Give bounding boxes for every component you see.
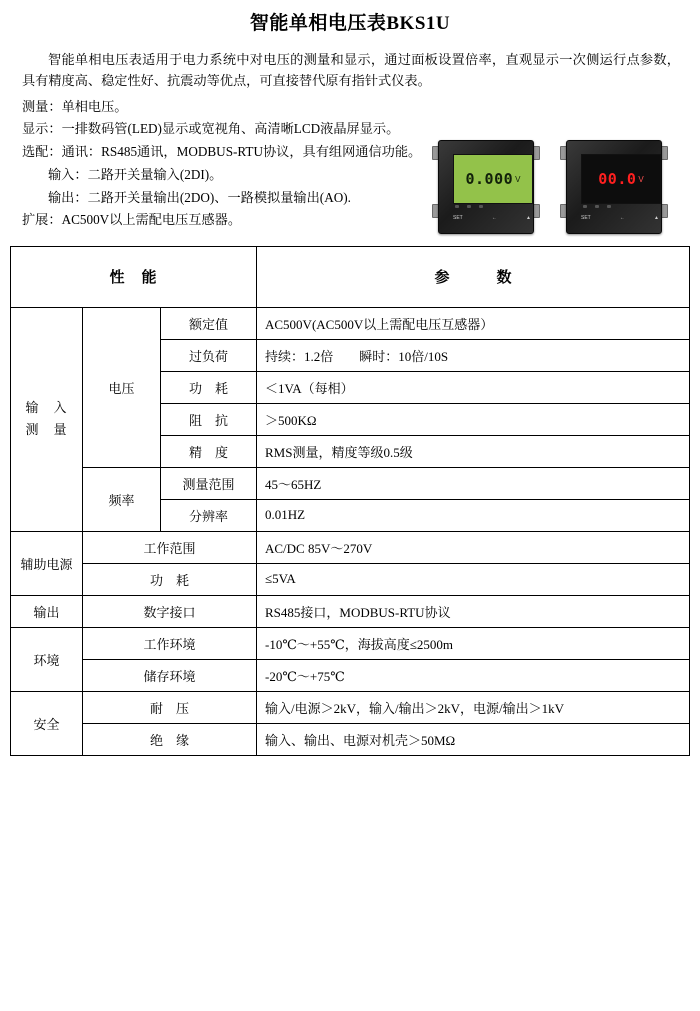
table-row <box>11 563 690 595</box>
group-input-measure: 输 入 测 量 <box>11 307 83 531</box>
feature-value: 一排数码管(LED)显示或宽视角、高清晰LCD液晶屏显示。 <box>61 121 400 137</box>
feature-line-option: 选配：通讯：RS485通讯，MODBUS-RTU协议，具有组网通信功能。 <box>22 144 422 160</box>
group-frequency: 频率 <box>83 467 161 531</box>
row-label: 工作环境 <box>83 627 257 659</box>
document-page <box>0 8 700 1011</box>
feature-value: AC500V以上需配电压互感器。 <box>61 212 242 228</box>
row-label: 绝 缘 <box>83 723 257 755</box>
up-button-label: ▲ <box>654 214 659 221</box>
row-value: 持续：1.2倍 瞬时：10倍/10S <box>257 339 690 371</box>
row-value: RS485接口，MODBUS-RTU协议 <box>257 595 690 627</box>
feature-label: 选配 <box>22 144 49 160</box>
table-row <box>11 627 690 659</box>
row-label: 耐 压 <box>83 691 257 723</box>
feature-value: 通讯：RS485通讯，MODBUS-RTU协议，具有组网通信功能。 <box>61 144 422 160</box>
header-performance: 性 能 <box>11 246 257 307</box>
left-button-label: ← <box>491 214 497 221</box>
row-value: ≤5VA <box>257 563 690 595</box>
row-label: 工作范围 <box>83 531 257 563</box>
intro-text: 智能单相电压表适用于电力系统中对电压的测量和显示，通过面板设置倍率，直观显示一次侧运行点参数，具有精度高、稳定性好、抗震动等优点，可直接替代原有指针式仪表。 <box>22 52 680 89</box>
feature-line-measure: 测量：单相电压。 <box>22 98 128 114</box>
lcd-unit: V <box>515 174 521 184</box>
table-row <box>11 467 690 499</box>
row-value: AC/DC 85V～270V <box>257 531 690 563</box>
feature-value: 单相电压。 <box>61 98 128 114</box>
row-value: 45～65HZ <box>257 467 690 499</box>
feature-label: 测量 <box>22 98 49 114</box>
feature-value: 二路开关量输出(2DO)、一路模拟量输出(AO). <box>87 189 351 205</box>
row-label: 分辨率 <box>161 499 257 531</box>
row-label: 精 度 <box>161 435 257 467</box>
row-value: ＜1VA（每相） <box>257 371 690 403</box>
up-button-label: ▲ <box>526 214 531 221</box>
row-label: 数字接口 <box>83 595 257 627</box>
table-row <box>11 531 690 563</box>
row-value: AC500V(AC500V以上需配电压互感器） <box>257 307 690 339</box>
specification-table <box>10 246 690 756</box>
set-button-label: SET <box>453 214 463 221</box>
left-button-label: ← <box>619 214 625 221</box>
page-title: 智能单相电压表BKS1U <box>249 13 451 34</box>
group-output: 输出 <box>11 595 83 627</box>
row-value: -20℃～+75℃ <box>257 659 690 691</box>
group-environment: 环境 <box>11 627 83 691</box>
row-value: 输入/电源＞2kV，输入/输出＞2kV，电源/输出＞1kV <box>257 691 690 723</box>
feature-label: 显示 <box>22 121 49 137</box>
table-row <box>11 595 690 627</box>
table-row <box>11 659 690 691</box>
feature-line-input: 输入：二路开关量输入(2DI)。 <box>48 166 223 182</box>
row-value: 输入、输出、电源对机壳＞50MΩ <box>257 723 690 755</box>
feature-list <box>22 96 680 232</box>
intro-paragraph <box>22 49 680 92</box>
row-label: 过负荷 <box>161 339 257 371</box>
feature-line-expand: 扩展：AC500V以上需配电压互感器。 <box>22 212 242 228</box>
table-header-row <box>11 246 690 307</box>
row-value: ＞500KΩ <box>257 403 690 435</box>
group-voltage: 电压 <box>83 307 161 467</box>
group-aux-power: 辅助电源 <box>11 531 83 595</box>
table-row <box>11 691 690 723</box>
lcd-reading: 0.000 <box>465 170 514 188</box>
row-label: 测量范围 <box>161 467 257 499</box>
feature-line-display: 显示：一排数码管(LED)显示或宽视角、高清晰LCD液晶屏显示。 <box>22 121 400 137</box>
row-value: RMS测量，精度等级0.5级 <box>257 435 690 467</box>
row-value: -10℃～+55℃，海拔高度≤2500m <box>257 627 690 659</box>
group-safety: 安全 <box>11 691 83 755</box>
led-unit: V <box>638 174 644 184</box>
row-label: 功 耗 <box>161 371 257 403</box>
table-row <box>11 723 690 755</box>
feature-label: 扩展 <box>22 212 49 228</box>
row-label: 储存环境 <box>83 659 257 691</box>
row-label: 阻 抗 <box>161 403 257 435</box>
feature-label: 输出 <box>48 189 75 205</box>
set-button-label: SET <box>581 214 591 221</box>
led-reading: 00.0 <box>598 170 637 188</box>
feature-label: 输入 <box>48 166 75 182</box>
row-value: 0.01HZ <box>257 499 690 531</box>
row-label: 功 耗 <box>83 563 257 595</box>
feature-line-output: 输出：二路开关量输出(2DO)、一路模拟量输出(AO). <box>48 189 351 205</box>
feature-value: 二路开关量输入(2DI)。 <box>87 166 223 182</box>
header-parameter: 参 数 <box>257 246 690 307</box>
table-row <box>11 307 690 339</box>
row-label: 额定值 <box>161 307 257 339</box>
